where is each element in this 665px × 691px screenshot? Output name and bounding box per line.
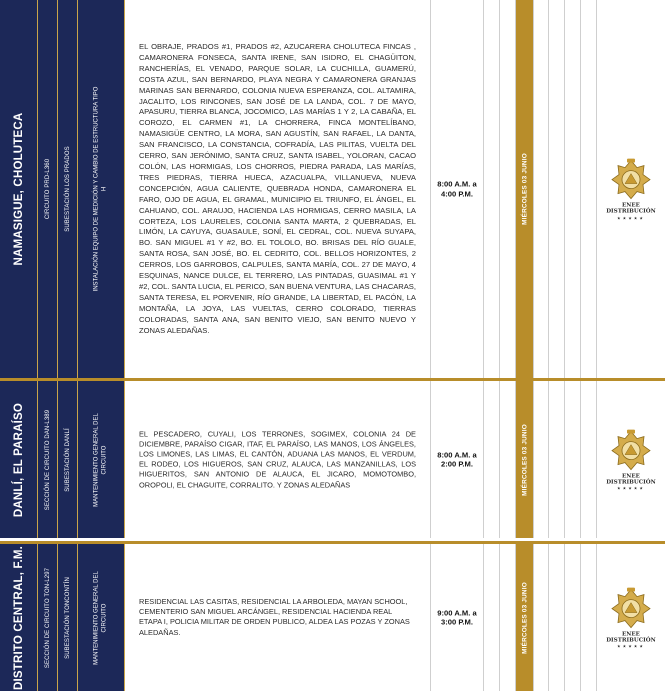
affected-areas-cell	[125, 544, 431, 691]
affected-areas-cell	[125, 381, 431, 538]
substation-cell	[57, 544, 77, 691]
zone-cell	[0, 381, 37, 538]
empty-cell	[581, 381, 597, 538]
time-range: 8:00 A.M. a 4:00 P.M.	[437, 179, 477, 198]
enee-coat-of-arms-icon	[610, 158, 652, 202]
circuit-label: SECCIÓN DE CIRCUITO TON-L297	[44, 567, 51, 668]
logo-stars: ★★★★★	[617, 215, 645, 221]
substation-label: SUBESTACIÓN TONCONTÍN	[64, 576, 71, 659]
affected-areas-text: EL PESCADERO, CUYALI, LOS TERRONES, SOGIMEX, COLONIA 24 DE DICIEMBRE, PARAÍSO CIGAR, ITAF, EL PARAÍSO, LAS MANOS, LOS ÁNGELES, LOS LIMONES, LAS LIMAS, EL CANTÓN, ADUANA LAS MANOS, EL VERDUM, EL RODEO, LOS HIGUEROS, SAN CRUZ, ALAUCA, LAS MANZANILLAS, LOS HIGUERITOS, SAN ANTONIO DE ALAUCA, EL JICARO, MOMOTOMBO, OROPOLI, EL CHAGUITE, CORRALITO. Y ZONAS ALEDAÑAS	[139, 428, 416, 489]
empty-cell	[484, 381, 500, 538]
circuit-cell	[37, 381, 57, 538]
substation-cell	[57, 381, 77, 538]
date-cell	[516, 0, 533, 378]
logo-text: ENEE DISTRIBUCIÓN	[606, 631, 656, 644]
empty-cell	[484, 544, 500, 691]
work-cell	[77, 0, 125, 378]
work-cell	[77, 544, 125, 691]
enee-coat-of-arms-icon	[610, 428, 652, 472]
logo-stars: ★★★★★	[617, 643, 645, 649]
logo-cell	[597, 381, 665, 538]
zone-cell	[0, 0, 37, 378]
work-label: MANTENIMIENTO GENERAL DEL CIRCUITO	[93, 570, 107, 665]
date-label: MIÉRCOLES 03 JUNIO	[521, 581, 528, 654]
empty-cell	[581, 0, 597, 378]
empty-cell	[500, 381, 516, 538]
date-cell	[516, 381, 533, 538]
empty-cell	[549, 381, 565, 538]
date-cell	[516, 544, 533, 691]
enee-logo	[600, 158, 662, 221]
substation-label: SUBESTACIÓN DANLÍ	[64, 427, 71, 492]
date-label: MIÉRCOLES 03 JUNIO	[521, 423, 528, 496]
substation-label: SUBESTACIÓN LOS PRADOS	[64, 146, 71, 232]
affected-areas-text: RESIDENCIAL LAS CASITAS, RESIDENCIAL LA ARBOLEDA, MAYAN SCHOOL, CEMENTERIO SAN MIGUEL ARCÁNGEL, RESIDENCIAL HACIENDA REAL ETAPA I, POLICIA MILITAR DE ORDEN PUBLICO, ALDEA LAS POZAS Y ZONAS ALEDAÑAS.	[139, 596, 410, 637]
logo-text: ENEE DISTRIBUCIÓN	[606, 202, 656, 215]
enee-logo	[600, 586, 662, 649]
empty-cell	[500, 544, 516, 691]
circuit-cell	[37, 0, 57, 378]
work-cell	[77, 381, 125, 538]
empty-cell	[549, 0, 565, 378]
empty-cell	[533, 381, 549, 538]
affected-areas-cell	[125, 0, 431, 378]
logo-cell	[597, 0, 665, 378]
enee-coat-of-arms-icon	[610, 586, 652, 630]
time-cell	[431, 544, 484, 691]
circuit-label: CIRCUITO PRD-L360	[44, 158, 51, 220]
work-label: MANTENIMIENTO GENERAL DEL CIRCUITO	[93, 412, 107, 507]
enee-logo	[600, 428, 662, 491]
logo-cell	[597, 544, 665, 691]
empty-cell	[533, 0, 549, 378]
zone-label: DANLÍ, EL PARAÍSO	[12, 402, 25, 517]
date-label: MIÉRCOLES 03 JUNIO	[521, 153, 528, 225]
affected-areas-text: EL OBRAJE, PRADOS #1, PRADOS #2, AZUCARERA CHOLUTECA FINCAS , CAMARONERA FONSECA, SANTA IRENE, SAN ISIDRO, EL CHAGÜITON, RANCHERÍAS, EL VENADO, PARQUE SOLAR, LA CUCHILLA, GUAMERÚ, COSTA AZUL, SAN BERNARDO, PLAYA NEGRA Y CAMARONERA GRANJAS MARINAS SAN BERNARDO, COLONIA NUEVA ESPERANZA, COL. ALTAMIRA, JACALITO, LOS RINCONES, SAN JOSÉ DE LA LANDA, COL. 7 DE MAYO, APASURU, TIERRA BLANCA, JOCOMICO, LAS MARÍAS 1 Y 2, LA CABAÑA, EL COROZO, EL CARMEN #1, LA CHORRERA, FINCA MONTELÍBANO, NAMASIGÜE CENTRO, LA MORA, SAN AGUSTÍN, SAN RAFAEL, LA DANTA, SAN FRANCISCO, LA CONSTANCIA, COFRADÍA, LAS PILITAS, VUELTA DEL CERRO, SAN JERÓNIMO, SANTA CRUZ, SANTA ISABEL, YOLORAN, CACAO COLÓN, LAS HORMIGAS, LOS CHORROS, PIEDRA PARADA, LAS MARÍAS, TRES PIEDRAS, TIERRA HUECA, AZACUALPA, VILLANUEVA, NUEVA CONCEPCIÓN, AGUA CALIENTE, QUEBRADA HONDA, CAMARONERA EL FARO, OJO DE AGUA, EL GRAMAL, MUNICIPIO EL TRIUNFO, EL ÁNGEL, EL CAHUANO, COL. ARAUJO, HACIENDA LAS HORMIGAS, CERRO MASILA, LA CORTEZA, LOS LAURELES, COLONIA SANTA MARTA, 2 QUEBRADAS, EL LIMÓN, LA CAYUYA, GUASAULE, SONÍ, EL CEDRAL, COL. NUEVA SUYAPA, BO. SAN MIGUEL #1 Y #2, BO. EL TOLOLO, BO. BRISAS DEL RÍO GUALE, SANTA ROSA, SAN JOSÉ, BO. EL CEDRITO, COL. BELLOS HORIZONTES, 2 CERROS, LOS GARROBOS, CALPULES, SANTA MARÍA, COL. 27 DE MAYO, 4 ESQUINAS, NANCE DULCE, EL TERRERO, LAS PINTADAS, GUASIMAL #1 Y #2, COL. SANTA LUCIA, EL PERICO, SAN BUENA VENTURA, LAS CHACARAS, SANTA TERESA, EL PORVENIR, RÍO GRANDE, LA LIBERTAD, EL PACÓN, LA MONTAÑA, LA JOYA, LAS VUELTAS, CERRO COLORADO, TIERRAS COLORADAS, SANTA ANA, SAN BENITO VIEJO, SAN BENITO NUEVO Y ZONAS ALEDAÑAS.	[139, 41, 416, 335]
time-cell	[431, 0, 484, 378]
outage-row-danli	[0, 378, 665, 538]
work-label: INSTALACIÓN EQUIPO DE MEDICIÓN Y CAMBIO DE ESTRUCTURA TIPO H	[93, 86, 107, 292]
empty-cell	[533, 544, 549, 691]
time-cell	[431, 381, 484, 538]
empty-cell	[484, 0, 500, 378]
circuit-label: SECCIÓN DE CIRCUITO DAN-L389	[44, 409, 51, 510]
empty-cell	[500, 0, 516, 378]
zone-label: DISTRITO CENTRAL, F.M.	[12, 545, 25, 690]
circuit-cell	[37, 544, 57, 691]
empty-cell	[549, 544, 565, 691]
zone-cell	[0, 544, 37, 691]
empty-cell	[565, 0, 581, 378]
time-range: 8:00 A.M. a 2:00 P.M.	[437, 450, 477, 469]
substation-cell	[57, 0, 77, 378]
empty-cell	[565, 381, 581, 538]
outage-row-distrito-central	[0, 541, 665, 691]
zone-label: NAMASIGUE, CHOLUTECA	[12, 112, 25, 266]
empty-cell	[581, 544, 597, 691]
logo-stars: ★★★★★	[617, 485, 645, 491]
time-range: 9:00 A.M. a 3:00 P.M.	[437, 608, 477, 627]
empty-cell	[565, 544, 581, 691]
logo-text: ENEE DISTRIBUCIÓN	[606, 473, 656, 486]
